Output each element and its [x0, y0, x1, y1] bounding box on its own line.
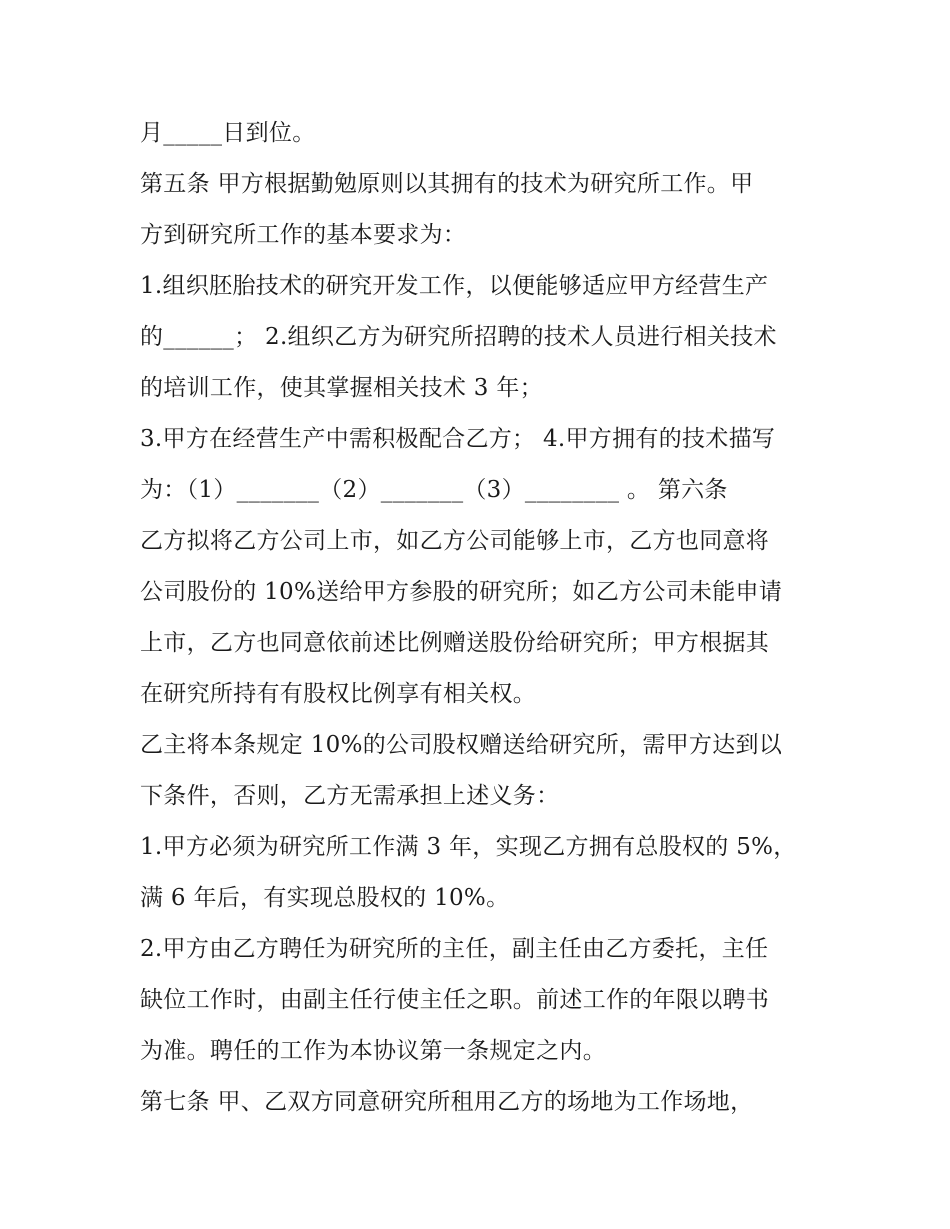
text-line: 下条件，否则，乙方无需承担上述义务：: [140, 783, 560, 809]
document-body: [140, 108, 820, 1128]
text-line: 缺位工作时，由副主任行使主任之职。前述工作的年限以聘书: [140, 987, 770, 1013]
text-line: 的______； 2.组织乙方为研究所招聘的技术人员进行相关技术: [140, 324, 777, 350]
text-line: 的培训工作，使其掌握相关技术 3 年；: [140, 375, 543, 401]
text-line: 为准。聘任的工作为本协议第一条规定之内。: [140, 1038, 606, 1064]
text-line: 方到研究所工作的基本要求为：: [140, 222, 467, 248]
text-line: 在研究所持有有股权比例享有相关权。: [140, 681, 537, 707]
text-line: 公司股份的 10%送给甲方参股的研究所；如乙方公司未能申请: [140, 579, 783, 605]
text-line: 乙方拟将乙方公司上市，如乙方公司能够上市，乙方也同意将: [140, 528, 770, 554]
text-line: 上市，乙方也同意依前述比例赠送股份给研究所；甲方根据其: [140, 630, 770, 656]
text-line: 满 6 年后，有实现总股权的 10%。: [140, 885, 510, 911]
text-line: 为：（1）_______（2）_______（3）________ 。 第六条: [140, 477, 728, 503]
text-line: 月_____日到位。: [140, 120, 316, 146]
text-line: 第七条 甲、乙双方同意研究所租用乙方的场地为工作场地，: [140, 1089, 754, 1115]
text-line: 3.甲方在经营生产中需积极配合乙方； 4.甲方拥有的技术描写: [140, 426, 776, 452]
text-line: 1.甲方必须为研究所工作满 3 年，实现乙方拥有总股权的 5%，: [140, 834, 797, 860]
text-line: 第五条 甲方根据勤勉原则以其拥有的技术为研究所工作。甲: [140, 171, 754, 197]
text-line: 2.甲方由乙方聘任为研究所的主任，副主任由乙方委托，主任: [140, 936, 769, 962]
text-line: 1.组织胚胎技术的研究开发工作，以便能够适应甲方经营生产: [140, 273, 769, 299]
text-line: 乙主将本条规定 10%的公司股权赠送给研究所，需甲方达到以: [140, 732, 783, 758]
